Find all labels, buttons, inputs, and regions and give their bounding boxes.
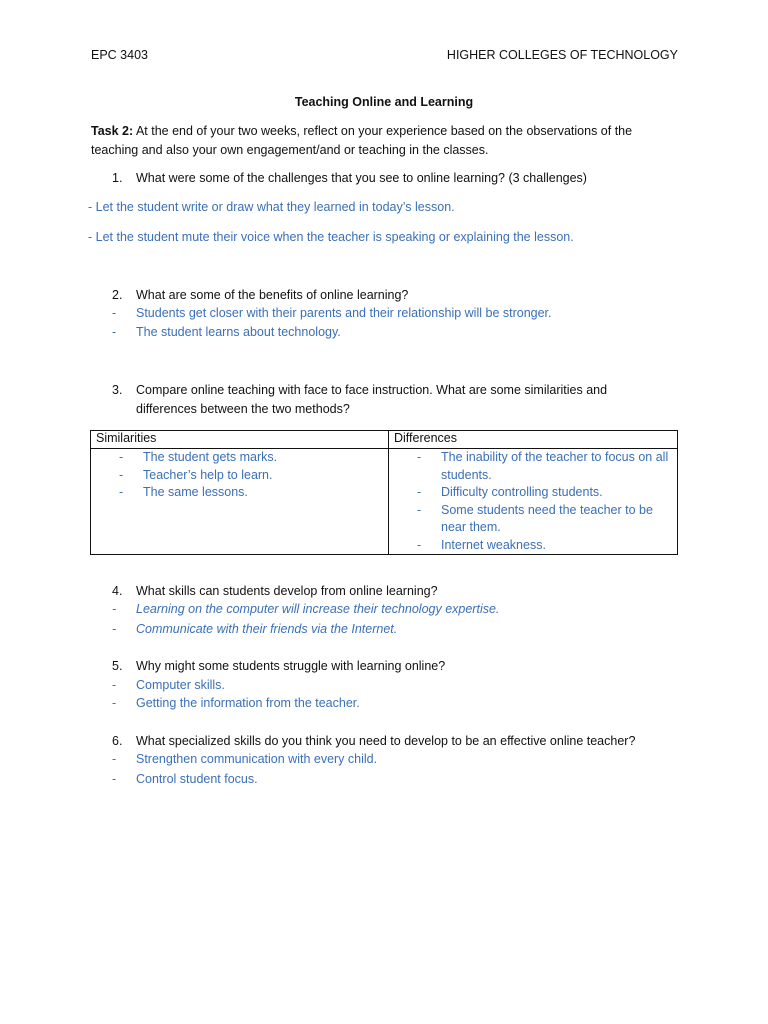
- answer-text: Getting the information from the teacher.: [136, 696, 360, 710]
- bullet-dash: -: [112, 306, 117, 320]
- comparison-table: [90, 430, 678, 555]
- similarities-header: Similarities: [91, 431, 389, 449]
- question-text: What skills can students develop from online learning?: [136, 584, 438, 598]
- bullet-dash: -: [112, 772, 117, 786]
- bullet-dash: -: [112, 602, 117, 616]
- difference-item: - The inability of the teacher to focus on all: [417, 450, 669, 464]
- question-number: 1.: [112, 171, 123, 185]
- bullet-dash: -: [112, 325, 117, 339]
- answer-text: Communicate with their friends via the Internet.: [136, 622, 398, 636]
- question-number: 2.: [112, 288, 123, 302]
- bullet-dash: -: [112, 622, 117, 636]
- similarity-item: - The student gets marks.: [119, 450, 278, 464]
- difference-item-cont: students.: [441, 467, 492, 482]
- question-text: What specialized skills do you think you need to develop to be an effective online teacher?: [136, 734, 636, 748]
- page-title: Teaching Online and Learning: [294, 95, 474, 109]
- q1-answer-1: - Let the student write or draw what they learned in today’s lesson.: [88, 200, 455, 214]
- answer-text: Students get closer with their parents and their relationship will be stronger.: [136, 306, 552, 320]
- bullet-dash: -: [112, 752, 117, 766]
- similarity-item: - The same lessons.: [119, 485, 248, 499]
- differences-cell: [389, 449, 678, 555]
- question-text: Why might some students struggle with learning online?: [136, 659, 446, 673]
- similarities-cell: [91, 449, 389, 555]
- answer-text: Learning on the computer will increase their technology expertise.: [136, 602, 500, 616]
- question-text: What were some of the challenges that you see to online learning? (3 challenges): [136, 171, 587, 185]
- bullet-dash: -: [112, 696, 117, 710]
- course-code: EPC 3403: [91, 48, 148, 62]
- question-text-line-1: Compare online teaching with face to face instruction. What are some similarities and: [136, 383, 608, 397]
- question-number: 4.: [112, 584, 123, 598]
- question-number: 6.: [112, 734, 123, 748]
- q1-answer-2: - Let the student mute their voice when the teacher is speaking or explaining the lesson.: [88, 230, 574, 244]
- question-number: 5.: [112, 659, 123, 673]
- institution-name: HIGHER COLLEGES OF TECHNOLOGY: [446, 48, 678, 62]
- question-number: 3.: [112, 383, 123, 397]
- bullet-dash: -: [112, 678, 117, 692]
- similarity-item: - Teacher’s help to learn.: [119, 467, 273, 482]
- question-text: What are some of the benefits of online learning?: [136, 288, 409, 302]
- answer-text: Strengthen communication with every child.: [136, 752, 378, 766]
- difference-item-cont: near them.: [441, 520, 501, 534]
- answer-text: Control student focus.: [136, 772, 258, 786]
- question-3-line-2: differences between the two methods?: [136, 402, 350, 416]
- answer-text: Computer skills.: [136, 678, 225, 692]
- difference-item: - Some students need the teacher to be: [417, 502, 653, 517]
- task-description: [91, 122, 681, 160]
- answer-text: The student learns about technology.: [136, 325, 341, 339]
- difference-item: - Internet weakness.: [417, 537, 546, 552]
- task-label: Task 2:: [91, 124, 134, 138]
- task-text: At the end of your two weeks, reflect on your experience based on the observations of the teaching and also your own engagement/and or teaching in the classes.: [91, 124, 633, 157]
- difference-item: - Difficulty controlling students.: [417, 485, 603, 499]
- differences-header: Differences: [389, 431, 678, 449]
